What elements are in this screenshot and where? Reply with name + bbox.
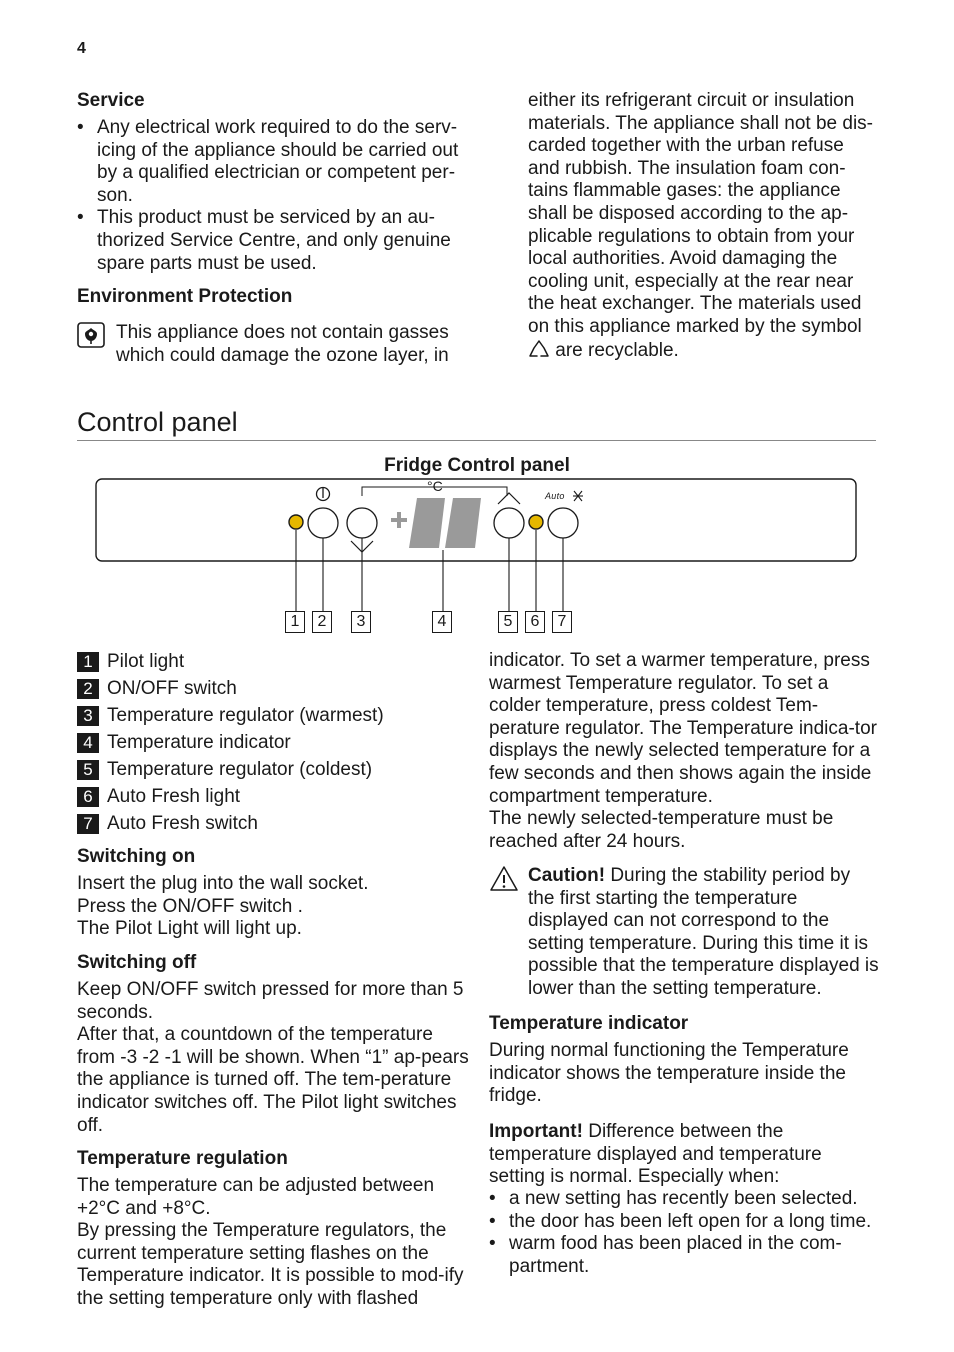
legend-item: [77, 702, 477, 729]
page-number: 4: [77, 40, 86, 57]
legend-label: ON/OFF switch: [107, 678, 237, 699]
environment-continued: [528, 90, 880, 362]
important-label: Important!: [489, 1121, 583, 1142]
switching-on-heading: Switching on: [77, 846, 196, 867]
auto-fresh-light: [529, 515, 543, 529]
service-heading: Service: [77, 90, 145, 111]
callout-5: 5: [498, 611, 518, 633]
callout-7: 7: [552, 611, 572, 633]
chevron-up-icon: [498, 493, 520, 504]
important-body: Difference between the temperature displayed and temperature setting is normal. Especially when:: [489, 1121, 822, 1188]
legend-number: 2: [77, 679, 99, 699]
legend-item: [77, 675, 477, 702]
power-icon: [317, 487, 330, 501]
list-item: • the door has been left open for a long time.: [489, 1211, 881, 1234]
temperature-display-digit: [445, 498, 481, 548]
warmest-button: [347, 508, 377, 538]
recycle-tail: are recyclable.: [555, 339, 679, 361]
important-note: [489, 1121, 881, 1189]
switching-off-text: [77, 979, 472, 1137]
callout-4: 4: [432, 611, 452, 633]
callout-3: 3: [351, 611, 371, 633]
warning-icon: [489, 864, 519, 892]
celsius-label: °C: [427, 478, 443, 494]
callout-1: 1: [285, 611, 305, 633]
temp-indicator-bullets: [489, 1188, 881, 1278]
legend-item: [77, 648, 477, 675]
legend-number: 1: [77, 652, 99, 672]
paragraph: Press the ON/OFF switch .: [77, 895, 303, 917]
list-item: • a new setting has recently been selected.: [489, 1188, 881, 1211]
callout-6: 6: [525, 611, 545, 633]
legend-item: [77, 729, 477, 756]
paragraph: Keep ON/OFF switch pressed for more than 5 seconds.: [77, 979, 464, 1023]
list-item: • warm food has been placed in the com-partment.: [489, 1233, 881, 1278]
temp-regulation-text: [77, 1175, 472, 1311]
legend-label: Temperature regulator (warmest): [107, 705, 384, 726]
caution-label: Caution!: [528, 865, 606, 886]
snowflake-icon: [573, 491, 583, 501]
service-bullets: [77, 117, 467, 275]
legend-label: Auto Fresh light: [107, 786, 241, 807]
legend-list: [77, 648, 477, 837]
switching-on-text: [77, 873, 472, 941]
legend-label: Temperature indicator: [107, 732, 291, 753]
legend-number: 6: [77, 787, 99, 807]
auto-label: Auto: [545, 491, 565, 501]
temperature-display-digit: [409, 498, 445, 548]
legend-item: [77, 810, 477, 837]
switching-off-heading: Switching off: [77, 952, 197, 973]
paragraph: By pressing the Temperature regulators, the current temperature setting flashes on the Temperature indicator. It is possible to mod-ify the setting temperature only with flashed: [77, 1220, 464, 1309]
legend-label: Temperature regulator (coldest): [107, 759, 373, 780]
legend-item: [77, 783, 477, 810]
auto-fresh-button: [548, 508, 578, 538]
legend-number: 5: [77, 760, 99, 780]
paragraph: indicator. To set a warmer temperature, press warmest Temperature regulator. To set a colder temperature, press coldest Tem-perature regulator. The Temperature indica-tor displays the newly selected temperature for a few seconds and then shows again the inside compartment temperature.: [489, 650, 877, 807]
paragraph: The Pilot Light will light up.: [77, 918, 302, 940]
callout-2: 2: [312, 611, 332, 633]
bracket-line: [456, 487, 507, 496]
temp-indicator-text: During normal functioning the Temperature indicator shows the temperature inside the fridge.: [489, 1040, 849, 1107]
temp-regulation-heading: Temperature regulation: [77, 1148, 288, 1169]
temp-indicator-heading: Temperature indicator: [489, 1013, 689, 1034]
pilot-light: [289, 515, 303, 529]
control-panel-diagram: [90, 476, 865, 636]
bracket-line: [362, 487, 483, 496]
list-item: • This product must be serviced by an au-thorized Service Centre, and only genuine spare parts must be used.: [77, 207, 467, 275]
legend-number: 3: [77, 706, 99, 726]
legend-number: 7: [77, 814, 99, 834]
paragraph: After that, a countdown of the temperature from -3 -2 -1 will be shown. When “1” ap-pears the appliance is turned off. The tem-perature indicator switches off. The Pilot light switches off.: [77, 1024, 469, 1136]
divider: [77, 440, 876, 441]
legend-number: 4: [77, 733, 99, 753]
recycle-icon: [528, 339, 550, 359]
paragraph: The temperature can be adjusted between +2°C and +8°C.: [77, 1175, 435, 1219]
paragraph: Insert the plug into the wall socket.: [77, 873, 369, 894]
section-title: Control panel: [77, 407, 238, 437]
caution-text: [528, 865, 880, 1001]
eco-flower-icon: [77, 322, 105, 348]
caution-body: During the stability period by the first starting the temperature displayed can not correspond to the setting temperature. During this time it is possible that the temperature displayed is lower than the setting temperature.: [528, 865, 879, 999]
legend-label: Auto Fresh switch: [107, 813, 258, 834]
paragraph: The newly selected-temperature must be reached after 24 hours.: [489, 808, 834, 852]
environment-intro: This appliance does not contain gasses which could damage the ozone layer, in: [116, 322, 449, 366]
environment-continued-text: either its refrigerant circuit or insulation materials. The appliance shall not be dis-carded together with the urban refuse and rubbish. The insulation foam con-tains flammable gases: the appliance shall be disposed according to the ap-plicable regulations to obtain from your local authorities. Avoid damaging the cooling unit, especially at the rear near the heat exchanger. The materials used on this appliance marked by the symbol: [528, 90, 874, 337]
diagram-title: Fridge Control panel: [384, 455, 570, 476]
list-item: • Any electrical work required to do the serv-icing of the appliance should be carried out by a qualified electrician or competent per-son.: [77, 117, 467, 207]
legend-label: Pilot light: [107, 651, 185, 672]
environment-heading: Environment Protection: [77, 286, 293, 307]
coldest-button: [494, 508, 524, 538]
legend-item: [77, 756, 477, 783]
plus-icon: [391, 512, 407, 528]
on-off-button: [308, 508, 338, 538]
temp-regulation-continued: [489, 650, 881, 853]
